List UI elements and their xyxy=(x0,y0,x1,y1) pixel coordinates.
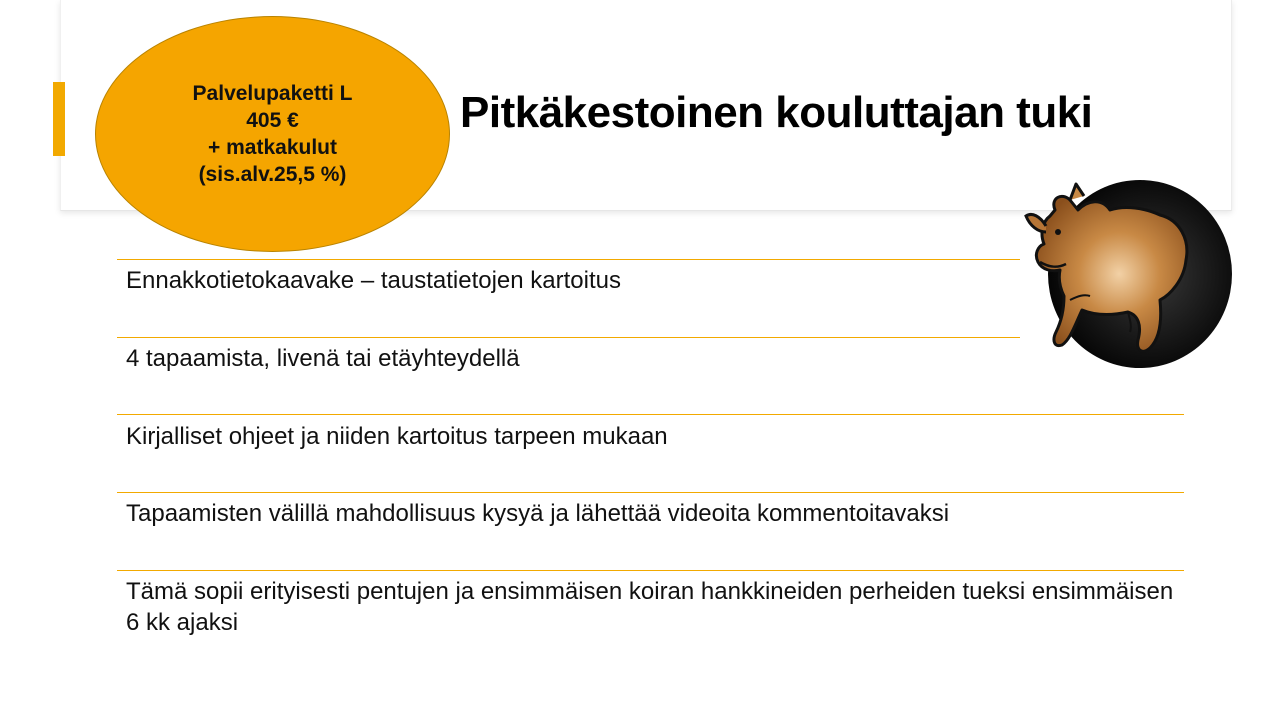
list-divider xyxy=(117,414,1184,415)
list-item: Tämä sopii erityisesti pentujen ja ensimmäisen koiran hankkineiden perheiden tueksi ensimmäisen 6 kk ajaksi xyxy=(126,578,1174,636)
price-badge xyxy=(95,16,450,252)
slide-title: Pitkäkestoinen kouluttajan tuki xyxy=(460,88,1093,137)
list-divider xyxy=(117,259,1020,260)
package-name: Palvelupaketti L xyxy=(192,82,353,105)
package-price: 405 € xyxy=(246,109,299,132)
list-item: Kirjalliset ohjeet ja niiden kartoitus tarpeen mukaan xyxy=(126,423,668,450)
dog-logo-icon xyxy=(1010,170,1240,380)
accent-bar xyxy=(53,82,65,156)
list-divider xyxy=(117,492,1184,493)
vat-note: (sis.alv.25,5 %) xyxy=(198,163,347,186)
list-item: Ennakkotietokaavake – taustatietojen kartoitus xyxy=(126,267,621,294)
list-divider xyxy=(117,337,1020,338)
list-item: 4 tapaamista, livenä tai etäyhteydellä xyxy=(126,345,520,372)
list-divider xyxy=(117,570,1184,571)
travel-costs-note: + matkakulut xyxy=(208,136,337,159)
list-item: Tapaamisten välillä mahdollisuus kysyä ja lähettää videoita kommentoitavaksi xyxy=(126,500,950,527)
